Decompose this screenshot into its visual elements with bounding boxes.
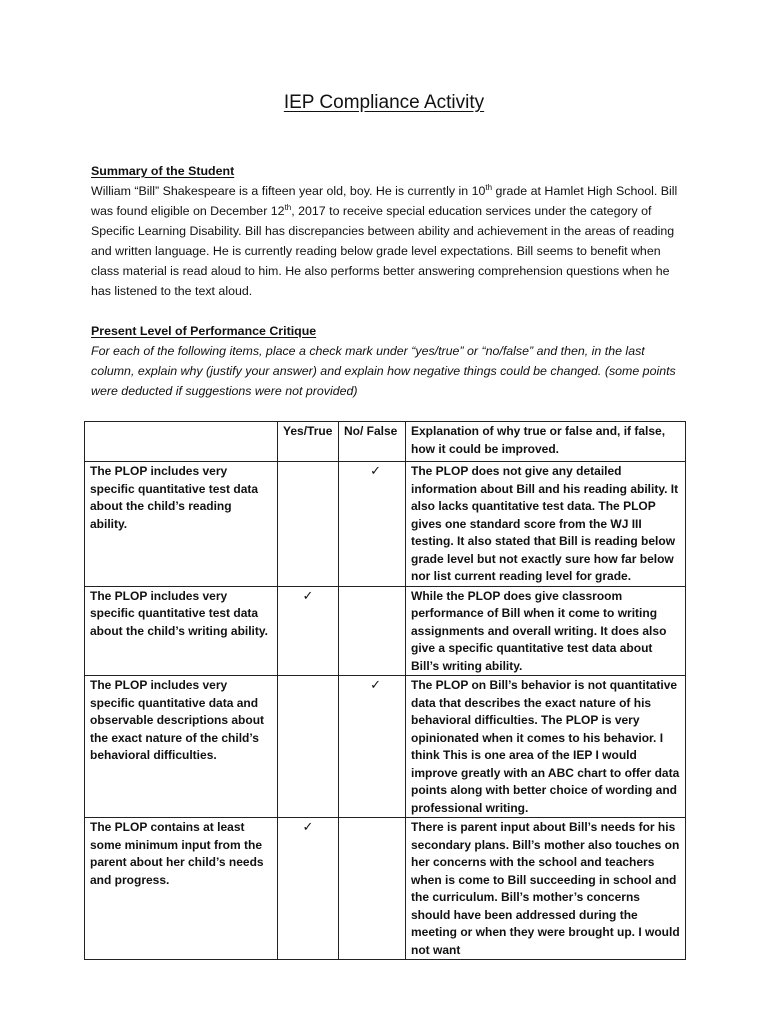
table-row <box>85 586 686 676</box>
summary-text-3: , 2017 to receive special education services under the category of Specific Learning Disability. Bill has discrepancies between ability and achievement in the areas of reading and written language. He is currently reading below grade level expectations. Bill seems to benefit when class material is read aloud to him. He also performs better answering comprehension questions when he has listened to the text aloud. <box>91 204 675 298</box>
table-header-row <box>85 422 686 462</box>
header-explanation: Explanation of why true or false and, if false, how it could be improved. <box>406 422 686 462</box>
row-explanation: The PLOP does not give any detailed information about Bill and his reading ability. It also lacks quantitative test data. The PLOP gives one standard score from the WJ III testing. It also stated that Bill is reading below grade level but not exactly sure how far below nor list current reading level for grade. <box>406 462 686 587</box>
summary-heading: Summary of the Student <box>91 164 235 178</box>
yes-cell <box>278 462 339 587</box>
plop-instructions: For each of the following items, place a check mark under “yes/true” or “no/false” and then, in the last column, explain why (justify your answer) and explain how negative things could be changed. (some points were deducted if suggestions were not provided) <box>91 344 676 398</box>
summary-superscript-1: th <box>485 182 493 192</box>
check-mark-icon: ✓ <box>370 677 381 692</box>
row-explanation: While the PLOP does give classroom performance of Bill when it come to writing assignments and overall writing. It does also give a specific quantitative test data about Bill’s writing ability. <box>406 586 686 676</box>
row-item: The PLOP contains at least some minimum input from the parent about her child’s needs and progress. <box>85 818 278 960</box>
check-mark-icon: ✓ <box>370 463 381 478</box>
row-explanation: There is parent input about Bill’s needs for his secondary plans. Bill’s mother also touches on her concerns with the school and teachers when is come to Bill succeeding in school and the curriculum. Bill’s mother’s concerns should have been addressed during the meeting or when they were brought up. I would not want <box>406 818 686 960</box>
no-cell <box>339 462 406 587</box>
no-cell <box>339 586 406 676</box>
yes-cell <box>278 676 339 818</box>
summary-text-1: William “Bill” Shakespeare is a fifteen year old, boy. He is currently in 10 <box>91 184 486 198</box>
no-cell <box>339 676 406 818</box>
header-item <box>85 422 278 462</box>
yes-cell <box>278 586 339 676</box>
check-mark-icon: ✓ <box>302 819 314 834</box>
row-explanation: The PLOP on Bill’s behavior is not quantitative data that describes the exact nature of his behavioral difficulties. The PLOP is very opinionated when it comes to his behavior. I think This is one area of the IEP I would improve greatly with an ABC chart to offer data points along with better choice of wording and professional writing. <box>406 676 686 818</box>
summary-superscript-2: th <box>284 202 292 212</box>
row-item: The PLOP includes very specific quantitative data and observable descriptions about the exact nature of the child’s behavioral difficulties. <box>85 676 278 818</box>
table-row <box>85 676 686 818</box>
summary-paragraph <box>91 181 691 301</box>
row-item: The PLOP includes very specific quantitative test data about the child’s writing ability. <box>85 586 278 676</box>
summary-text-2: grade at Hamlet High School. Bill was found eligible on December 12 <box>91 184 678 218</box>
table-row <box>85 462 686 587</box>
row-item: The PLOP includes very specific quantitative test data about the child’s reading ability. <box>85 462 278 587</box>
no-cell <box>339 818 406 960</box>
check-mark-icon: ✓ <box>302 587 314 603</box>
yes-cell <box>278 818 339 960</box>
header-yes-true: Yes/True <box>278 422 339 462</box>
plop-heading: Present Level of Performance Critique <box>91 324 317 338</box>
document-title: IEP Compliance Activity <box>283 92 485 113</box>
table-row <box>85 818 686 960</box>
header-no-false: No/ False <box>339 422 406 462</box>
plop-critique-table <box>84 421 686 960</box>
